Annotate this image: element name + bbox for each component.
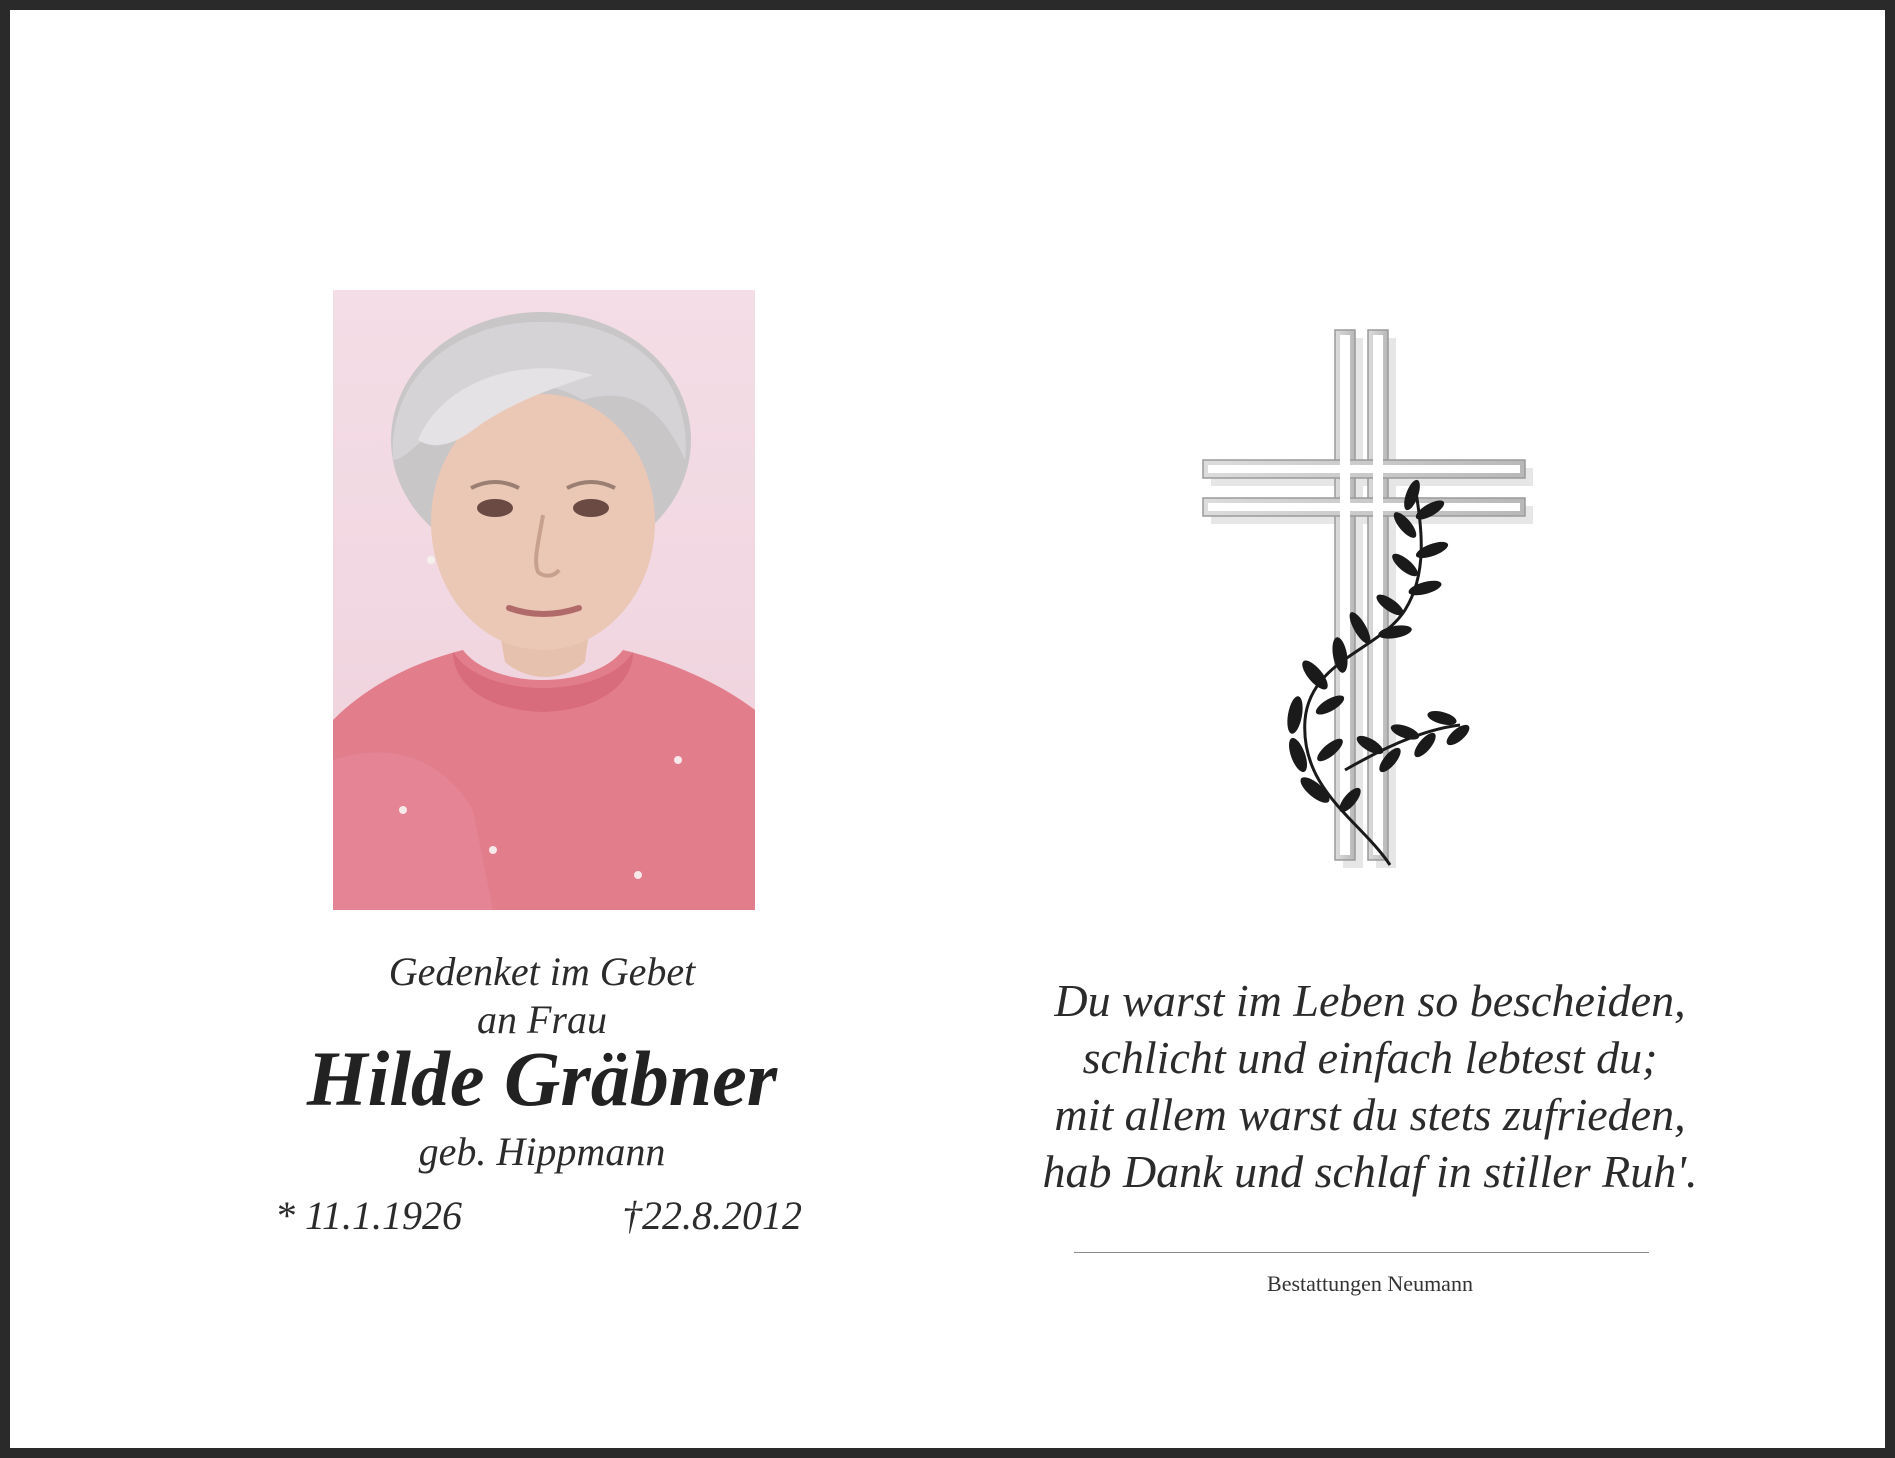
birth-date: * 11.1.1926	[275, 1193, 463, 1238]
poem-line-2: schlicht und einfach lebtest du;	[1082, 1032, 1658, 1083]
poem-line-1: Du warst im Leben so bescheiden,	[1054, 975, 1686, 1026]
poem-line-4: hab Dank und schlaf in stiller Ruh'.	[1042, 1146, 1698, 1197]
death-date: †22.8.2012	[622, 1193, 802, 1238]
portrait-photo	[333, 290, 755, 910]
cross-with-olive-branch-icon	[1190, 320, 1540, 880]
maiden-name: geb. Hippmann	[418, 1129, 666, 1174]
intro-line-2: an Frau	[477, 997, 607, 1042]
intro-line-1: Gedenket im Gebet	[388, 949, 696, 994]
poem	[970, 972, 1770, 1200]
undertaker-name: Bestattungen Neumann	[1267, 1271, 1473, 1296]
portrait-illustration	[333, 290, 755, 910]
poem-line-3: mit allem warst du stets zufrieden,	[1054, 1089, 1686, 1140]
deceased-name: Hilde Gräbner	[306, 1035, 778, 1122]
divider-line	[1074, 1252, 1649, 1253]
